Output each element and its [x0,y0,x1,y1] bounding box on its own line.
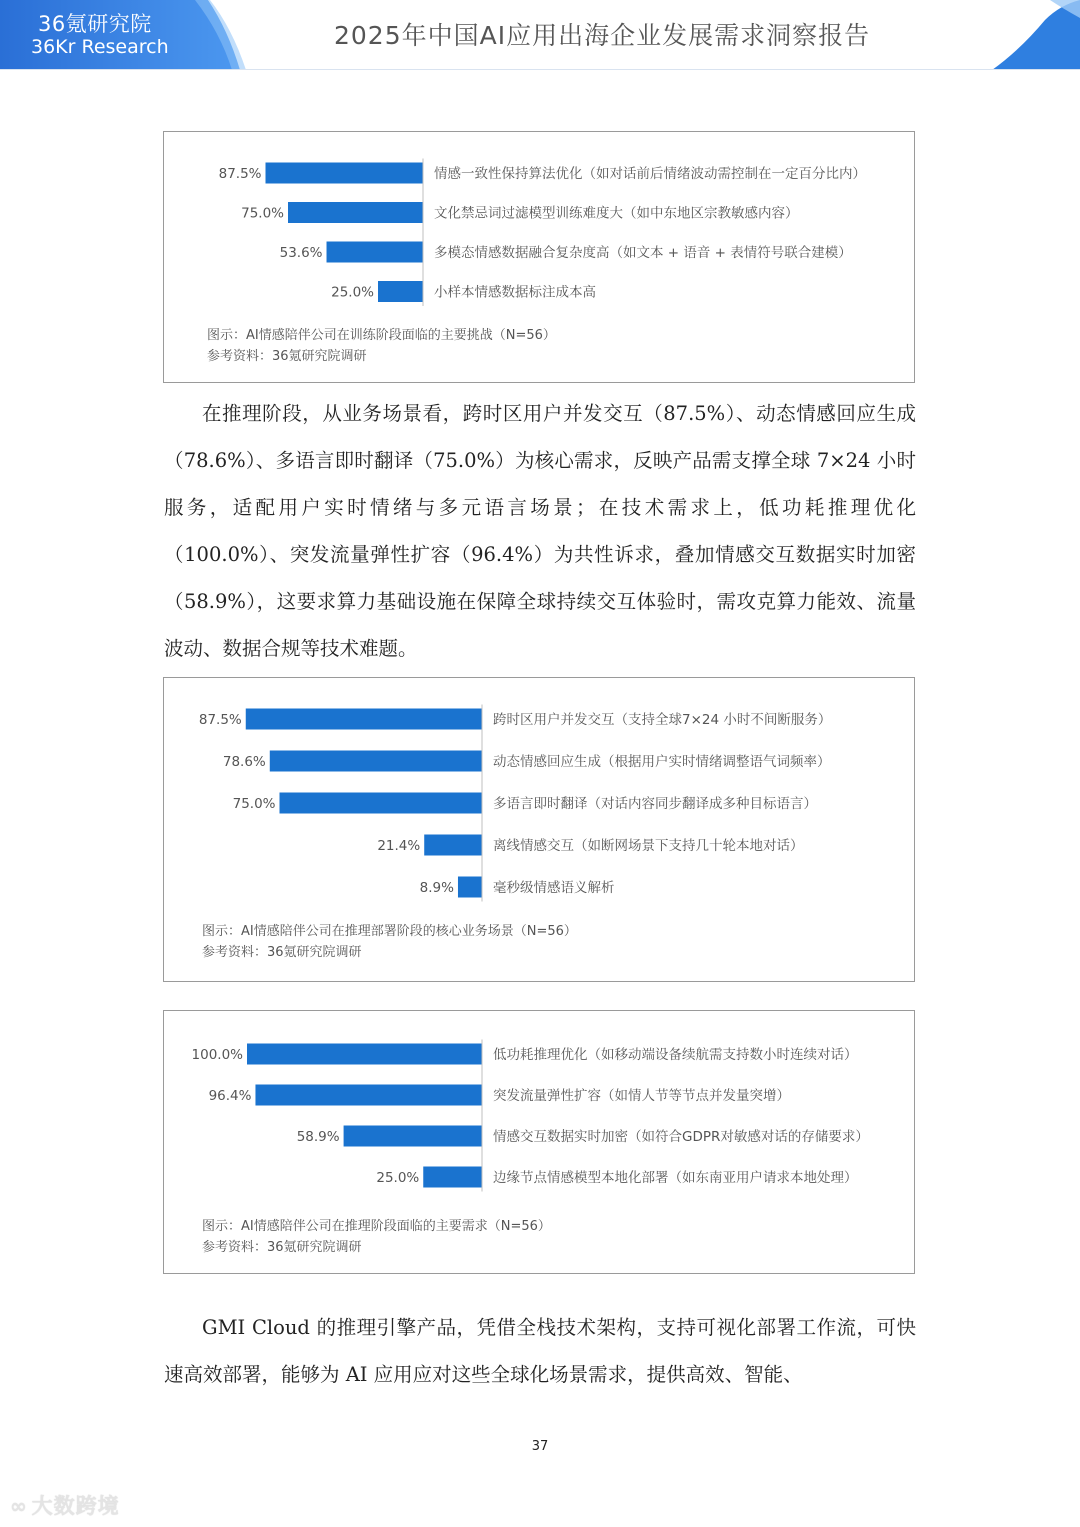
bar [288,202,423,223]
category-label: 离线情感交互（如断网场景下支持几十轮本地对话） [493,838,804,854]
bar [344,1126,482,1147]
category-label: 情感交互数据实时加密（如符合GDPR对敏感对话的存储要求） [493,1129,869,1145]
watermark [10,1490,120,1520]
value-label: 78.6% [222,754,266,770]
bar [255,1085,482,1106]
value-label: 96.4% [208,1088,252,1104]
value-label: 87.5% [198,712,242,728]
body-paragraph: 在推理阶段，从业务场景看，跨时区用户并发交互（87.5%）、动态情感回应生成（78.6%）、多语言即时翻译（75.0%）为核心需求，反映产品需支撑全球 7×24 小时服务，适配用户实时情绪与多元语言场景；在技术需求上，低功耗推理优化（100.0%）、突发流量弹性扩容（96.4%）为共性诉求，叠加情感交互数据实时加密（58.9%），这要求算力基础设施在保障全球持续交互体验时，需攻克算力能效、流量波动、数据合规等技术难题。 [164,402,916,660]
chart-source: 参考资料：36氪研究院调研 [202,945,362,960]
chart-caption: 图示：AI情感陪伴公司在推理部署阶段的核心业务场景（N=56） [202,924,577,939]
value-label: 25.0% [376,1170,420,1186]
category-label: 毫秒级情感语义解析 [493,880,615,896]
value-label: 100.0% [191,1047,243,1063]
value-label: 58.9% [296,1129,340,1145]
chart-caption: 图示：AI情感陪伴公司在推理阶段面临的主要需求（N=56） [202,1219,551,1234]
corner-decoration [990,0,1080,70]
category-label: 突发流量弹性扩容（如情人节等节点并发量突增） [493,1088,790,1104]
category-label: 情感一致性保持算法优化（如对话前后情绪波动需控制在一定百分比内） [434,166,866,182]
inference-needs-chart [163,1010,915,1274]
bar [378,281,423,302]
bar [246,709,482,730]
training-challenges-chart [163,131,915,383]
chart-caption: 图示：AI情感陪伴公司在训练阶段面临的主要挑战（N=56） [207,328,556,343]
watermark-text: 大数跨境 [31,1494,120,1518]
value-label: 87.5% [218,166,262,182]
category-label: 小样本情感数据标注成本高 [434,284,596,301]
category-label: 边缘节点情感模型本地化部署（如东南亚用户请求本地处理） [493,1170,858,1186]
brand-name-cn: 36氪研究院 [38,12,152,36]
bar [270,751,482,772]
page-header [0,0,1080,70]
document-title: 2025年中国AI应用出海企业发展需求洞察报告 [334,21,871,50]
brand-name-en: 36Kr Research [31,36,169,58]
value-label: 25.0% [331,284,374,301]
bar [424,835,482,856]
chart-source: 参考资料：36氪研究院调研 [207,349,367,364]
page-number: 37 [531,1439,549,1454]
value-label: 53.6% [279,245,323,261]
category-label: 跨时区用户并发交互（支持全球7×24 小时不间断服务） [493,712,832,728]
bar [247,1044,482,1065]
bar [280,793,483,814]
header-divider [0,69,1080,70]
bar [423,1167,482,1188]
category-label: 文化禁忌词过滤模型训练难度大（如中东地区宗教敏感内容） [434,205,799,222]
bar [266,163,424,184]
inference-scenarios-chart [163,677,915,982]
value-label: 8.9% [419,880,454,896]
category-label: 多语言即时翻译（对话内容同步翻译成多种目标语言） [493,796,817,812]
body-paragraph: GMI Cloud 的推理引擎产品，凭借全栈技术架构，支持可视化部署工作流，可快速高效部署，能够为 AI 应用应对这些全球化场景需求，提供高效、智能、 [164,1316,916,1386]
bar [327,242,423,263]
value-label: 75.0% [232,796,276,812]
category-label: 低功耗推理优化（如移动端设备续航需支持数小时连续对话） [493,1047,858,1063]
category-label: 多模态情感数据融合复杂度高（如文本 + 语音 + 表情符号联合建模） [434,245,852,261]
chart-source: 参考资料：36氪研究院调研 [202,1240,362,1255]
watermark-logo-icon: ∞ [10,1494,28,1518]
category-label: 动态情感回应生成（根据用户实时情绪调整语气词频率） [493,754,831,770]
value-label: 75.0% [241,205,284,222]
value-label: 21.4% [377,838,421,854]
bar [458,877,482,898]
